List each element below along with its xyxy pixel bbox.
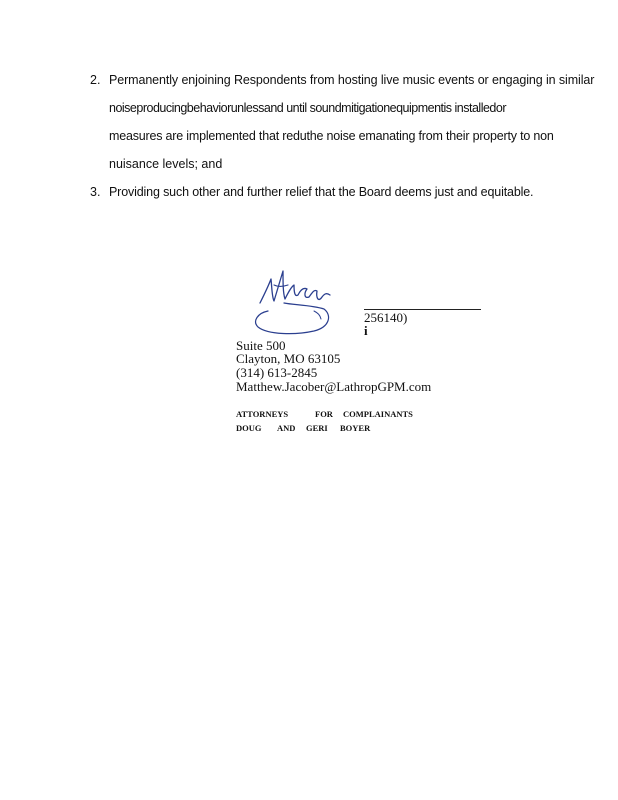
relief-item-3-line-1: Providing such other and further relief that the Board deems just and equitable. bbox=[109, 185, 534, 199]
list-number: 3. bbox=[90, 185, 101, 199]
relief-item-2-line-1: Permanently enjoining Respondents from hosting live music events or engaging in similar bbox=[109, 73, 595, 87]
relief-item-2-line-3: measures are implemented that reduthe noise emanating from their property to non bbox=[109, 129, 554, 143]
phone-number: (314) 613-2845 bbox=[236, 365, 318, 380]
caption-word: FOR bbox=[315, 409, 333, 419]
email-address: Matthew.Jacober@LathropGPM.com bbox=[236, 379, 432, 394]
address-city: Clayton, MO 63105 bbox=[236, 351, 341, 366]
list-number: 2. bbox=[90, 73, 101, 87]
bar-number-tail: i bbox=[364, 323, 368, 338]
caption-word: COMPLAINANTS bbox=[343, 409, 413, 419]
caption-word: DOUG bbox=[236, 423, 262, 433]
caption-word: BOYER bbox=[340, 423, 371, 433]
caption-word: ATTORNEYS bbox=[236, 409, 289, 419]
caption-word: GERI bbox=[306, 423, 328, 433]
signature-image bbox=[254, 265, 334, 337]
relief-item-2-line-4: nuisance levels; and bbox=[109, 157, 223, 171]
relief-item-2-line-2: noiseproducingbehaviorunlessand until soundmitigationequipmentis installedor bbox=[109, 101, 507, 115]
address-suite: Suite 500 bbox=[236, 338, 286, 353]
bar-number: 256140) bbox=[364, 310, 408, 325]
caption-word: AND bbox=[277, 423, 296, 433]
